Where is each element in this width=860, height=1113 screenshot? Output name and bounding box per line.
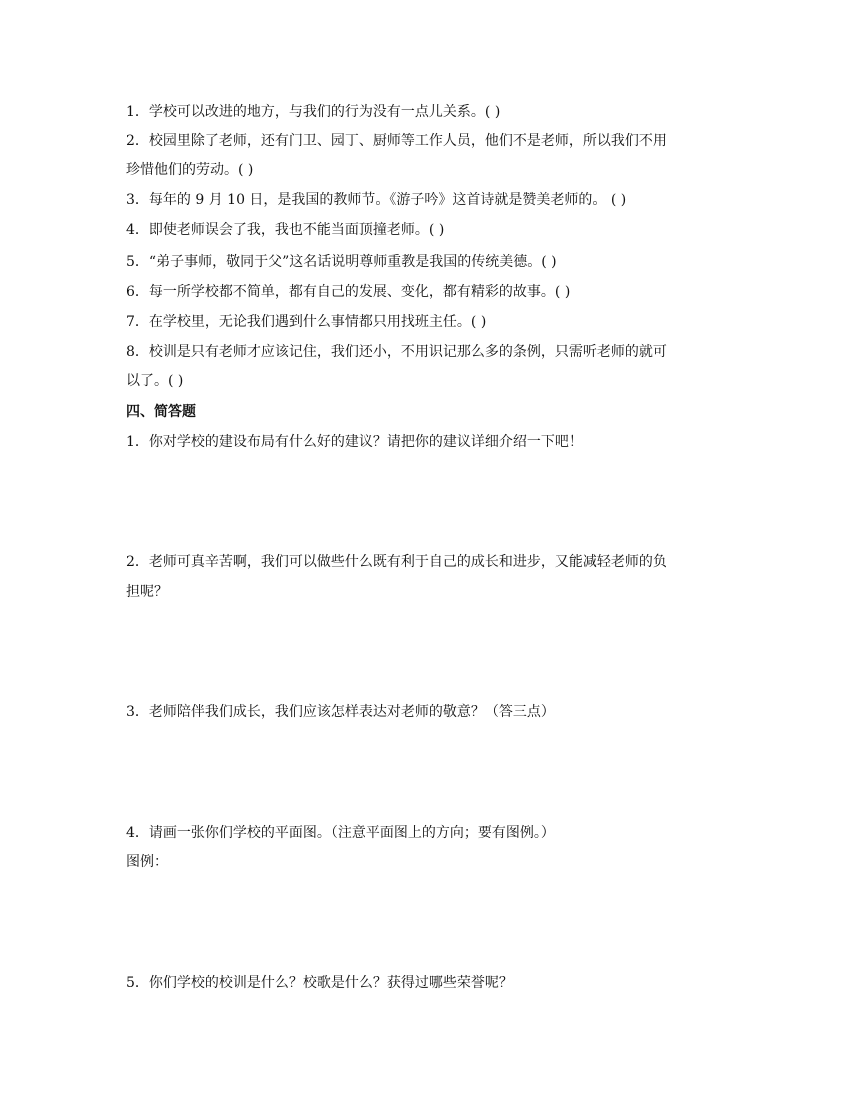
question-2: 2．老师可真辛苦啊，我们可以做些什么既有利于自己的成长和进步，又能减轻老师的负 [126,554,667,570]
question-5: 5．你们学校的校训是什么？校歌是什么？获得过哪些荣誉呢？ [126,975,513,991]
question-2-continued: 担呢？ [126,584,168,600]
section-heading: 四、简答题 [126,404,196,420]
judgement-item-5: 5．“弟子事师，敬同于父”这名话说明尊师重教是我国的传统美德。( ) [126,254,557,270]
judgement-item-6: 6．每一所学校都不简单，都有自己的发展、变化，都有精彩的故事。( ) [126,284,571,300]
judgement-item-8: 8．校训是只有老师才应该记住，我们还小，不用识记那么多的条例，只需听老师的就可 [126,344,667,360]
judgement-item-2-continued: 珍惜他们的劳动。( ) [126,162,254,178]
judgement-item-3: 3．每年的 9 月 10 日，是我国的教师节。《游子吟》这首诗就是赞美老师的。 ( ) [126,192,627,208]
question-1: 1．你对学校的建设布局有什么好的建议？请把你的建议详细介绍一下吧！ [126,434,583,450]
judgement-item-2: 2．校园里除了老师，还有门卫、园丁、厨师等工作人员，他们不是老师，所以我们不用 [126,133,667,149]
question-4: 4．请画一张你们学校的平面图。（注意平面图上的方向；要有图例。） [126,825,555,841]
legend-label: 图例： [126,854,168,870]
judgement-item-7: 7．在学校里，无论我们遇到什么事情都只用找班主任。( ) [126,314,487,330]
question-3: 3．老师陪伴我们成长，我们应该怎样表达对老师的敬意？（答三点） [126,704,555,720]
judgement-item-1: 1．学校可以改进的地方，与我们的行为没有一点儿关系。( ) [126,104,501,120]
judgement-item-4: 4．即使老师误会了我，我也不能当面顶撞老师。( ) [126,222,445,238]
judgement-item-8-continued: 以了。( ) [126,373,184,389]
